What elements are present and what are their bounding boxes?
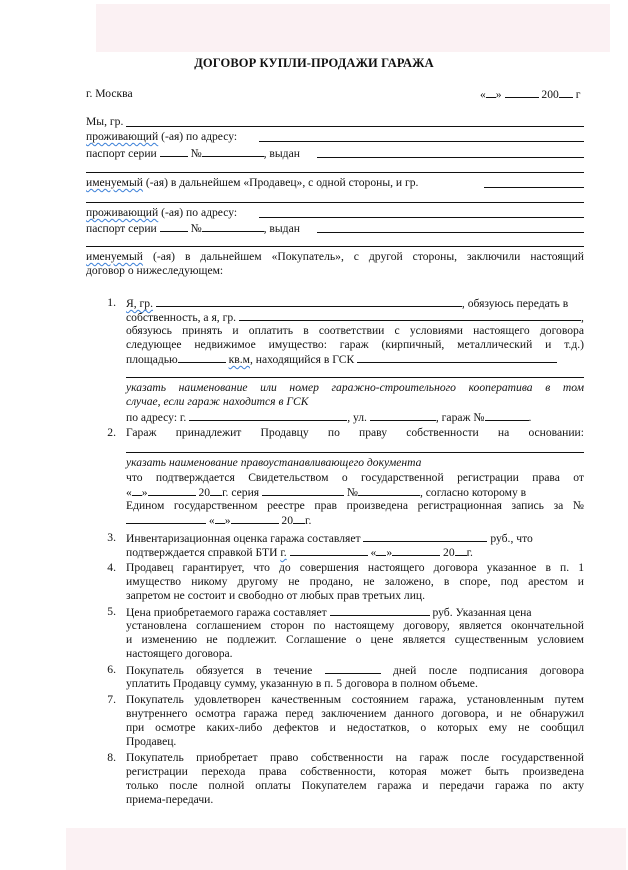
item-3-number: 3. xyxy=(107,531,116,544)
buyer-name-line xyxy=(484,187,584,188)
item-1-hint-1: указать наименование или номер гаражно-строительного кооператива в том xyxy=(126,381,584,394)
date-open-quote: « xyxy=(480,88,486,101)
date-close-quote: » xyxy=(495,88,502,101)
item-1-line-5: площадью кв.м, находящийся в ГСК xyxy=(126,352,557,366)
item-3-line-1: Инвентаризационная оценка гаража составляет руб., что xyxy=(126,532,533,545)
buyer-name-line-2 xyxy=(86,202,584,203)
item-4-number: 4. xyxy=(107,561,116,574)
year-suffix: г xyxy=(575,88,581,101)
item-1-line-4: следующее недвижимое имущество: гараж (кирпичный, металлический и т.д.) xyxy=(126,338,584,351)
we-label: Мы, гр. xyxy=(86,115,124,128)
item-7-line-2: внутреннего осмотра гаража перед заключением данного договора, и не обнаружил xyxy=(126,707,584,720)
buyer-address-label: проживающий (-ая) по адресу: xyxy=(86,206,238,219)
item-4-line-3: запретом не состоит и свободно от любых прав третьих лиц. xyxy=(126,589,426,602)
buyer-address-line xyxy=(259,217,584,218)
item-8-number: 8. xyxy=(107,751,116,764)
buyer-passport: паспорт серии № , выдан xyxy=(86,222,300,235)
item-2-line-5: « » 20 г. xyxy=(126,513,311,527)
item-7-line-4: Продавец. xyxy=(126,735,177,748)
agreement-intro: договор о нижеследующем: xyxy=(86,264,224,277)
seller-name-line xyxy=(126,126,584,127)
document-title: ДОГОВОР КУПЛИ-ПРОДАЖИ ГАРАЖА xyxy=(194,56,434,70)
item-5-line-4: настоящего договора. xyxy=(126,647,233,660)
year-prefix: 200 xyxy=(541,88,559,101)
item-1-gsk-line xyxy=(126,377,584,378)
item-1-number: 1. xyxy=(107,296,116,309)
item-2-line-1: Гараж принадлежит Продавцу по праву собственности на основании: xyxy=(126,426,584,439)
item-6-line-1: Покупатель обязуется в течение дней после подписания договора xyxy=(126,664,584,677)
seller-address-label: проживающий (-ая) по адресу: xyxy=(86,130,238,143)
item-8-line-1: Покупатель приобретает право собственности на гараж после государственной xyxy=(126,751,584,764)
item-4-line-1: Продавец гарантирует, что до совершения настоящего договора указанное в п. 1 xyxy=(126,561,584,574)
item-8-line-4: приема-передачи. xyxy=(126,793,214,806)
item-1-line-3: обязуюсь принять и оплатить в соответствии с условиями настоящего договора xyxy=(126,324,584,337)
item-5-line-3: и изменению не подлежит. Соглашение о цене является существенным условием xyxy=(126,633,584,646)
item-2-line-3: « » 20 г. серия № , согласно которому в xyxy=(126,486,527,499)
item-1-line-1: Я, гр. , обязуюсь передать в xyxy=(126,297,569,310)
seller-address-line xyxy=(259,141,584,142)
item-6-number: 6. xyxy=(107,663,116,676)
item-4-line-2: имущество никому другому не продано, не заложено, в споре, под арестом и xyxy=(126,575,584,588)
item-2-doc-line xyxy=(126,452,584,453)
seller-named-label: именуемый (-ая) в дальнейшем «Продавец», с одной стороны, и гр. xyxy=(86,176,419,189)
item-5-line-2: установлена соглашением сторон по настоящему договору, является окончательной xyxy=(126,619,584,632)
item-6-line-2: уплатить Продавцу сумму, указанную в п. 5 договора в полном объеме. xyxy=(126,677,478,690)
date-field xyxy=(480,87,580,101)
item-2-number: 2. xyxy=(107,426,116,439)
item-8-line-2: регистрации перехода права собственности, которая может быть произведена xyxy=(126,765,584,778)
item-3-line-2: подтверждается справкой БТИ г. « » 20 г. xyxy=(126,546,473,559)
item-5-line-1: Цена приобретаемого гаража составляет руб. Указанная цена xyxy=(126,606,532,619)
item-2-line-2: что подтверждается Свидетельством о государственной регистрации права от xyxy=(126,471,584,484)
item-7-number: 7. xyxy=(107,693,116,706)
buyer-named-label: именуемый (-ая) в дальнейшем «Покупатель», с другой стороны, заключили настоящий xyxy=(86,250,584,263)
item-5-number: 5. xyxy=(107,605,116,618)
seller-blank-line xyxy=(86,172,584,173)
seller-passport-issued-line xyxy=(317,157,584,158)
item-2-hint: указать наименование правоустанавливающего документа xyxy=(126,456,422,469)
seller-passport: паспорт серии № , выдан xyxy=(86,147,300,160)
item-2-line-4: Едином государственном реестре прав произведена регистрационная запись за № xyxy=(126,499,584,512)
city: г. Москва xyxy=(86,87,133,100)
item-1-address: по адресу: г. , ул. , гараж № . xyxy=(126,411,532,424)
item-8-line-3: только после полной оплаты Покупателем гаража и передачи гаража по акту xyxy=(126,779,584,792)
item-7-line-3: при осмотре каких-либо дефектов и недостатков, о которых ему не сообщил xyxy=(126,721,584,734)
item-1-line-2: собственность, а я, гр. , xyxy=(126,311,584,324)
buyer-blank-line xyxy=(86,246,584,247)
item-7-line-1: Покупатель удовлетворен качественным состоянием гаража, установленным путем xyxy=(126,693,584,706)
item-1-hint-2: случае, если гараж находится в ГСК xyxy=(126,395,309,408)
buyer-passport-issued-line xyxy=(317,232,584,233)
